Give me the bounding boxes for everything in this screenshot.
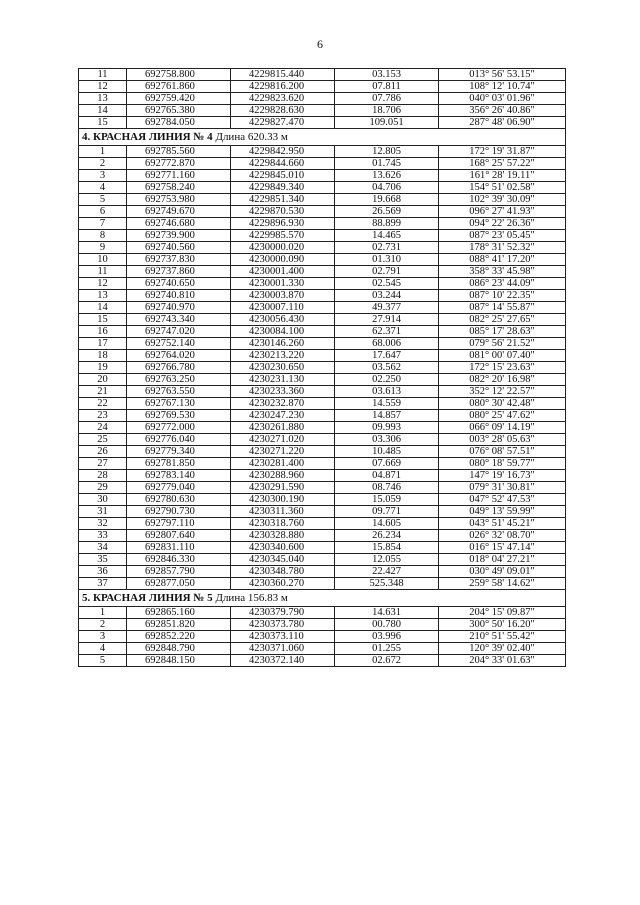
x-coordinate-cell: 692790.730: [127, 506, 231, 518]
table-row: [79, 494, 566, 506]
x-coordinate-cell: 692737.860: [127, 266, 231, 278]
y-coordinate-cell: 4230056.430: [231, 314, 335, 326]
y-coordinate-cell: 4230360.270: [231, 578, 335, 590]
section-header-cell: [79, 590, 566, 607]
point-number-cell: 11: [79, 266, 127, 278]
distance-cell: 49.377: [335, 302, 439, 314]
distance-cell: 01.255: [335, 643, 439, 655]
bearing-cell: 154° 51' 02.58": [439, 182, 566, 194]
x-coordinate-cell: 692785.560: [127, 146, 231, 158]
table-row: [79, 146, 566, 158]
point-number-cell: 30: [79, 494, 127, 506]
x-coordinate-cell: 692765.380: [127, 105, 231, 117]
bearing-cell: 259° 58' 14.62": [439, 578, 566, 590]
y-coordinate-cell: 4229844.660: [231, 158, 335, 170]
x-coordinate-cell: 692758.800: [127, 69, 231, 81]
y-coordinate-cell: 4230373.780: [231, 619, 335, 631]
point-number-cell: 11: [79, 69, 127, 81]
y-coordinate-cell: 4230213.220: [231, 350, 335, 362]
table-row: [79, 254, 566, 266]
point-number-cell: 13: [79, 93, 127, 105]
bearing-cell: 026° 32' 08.70": [439, 530, 566, 542]
bearing-cell: 300° 50' 16.20": [439, 619, 566, 631]
x-coordinate-cell: 692737.830: [127, 254, 231, 266]
point-number-cell: 14: [79, 105, 127, 117]
bearing-cell: 080° 30' 42.48": [439, 398, 566, 410]
distance-cell: 22.427: [335, 566, 439, 578]
bearing-cell: 172° 19' 31.87": [439, 146, 566, 158]
distance-cell: 18.706: [335, 105, 439, 117]
table-row: [79, 105, 566, 117]
table-row: [79, 386, 566, 398]
point-number-cell: 2: [79, 158, 127, 170]
distance-cell: 15.854: [335, 542, 439, 554]
distance-cell: 02.250: [335, 374, 439, 386]
distance-cell: 03.244: [335, 290, 439, 302]
y-coordinate-cell: 4229827.470: [231, 117, 335, 129]
x-coordinate-cell: 692848.790: [127, 643, 231, 655]
distance-cell: 27.914: [335, 314, 439, 326]
page-number: 6: [317, 37, 323, 51]
point-number-cell: 3: [79, 170, 127, 182]
table-row: [79, 242, 566, 254]
point-number-cell: 5: [79, 194, 127, 206]
x-coordinate-cell: 692848.150: [127, 655, 231, 667]
coordinates-table-body: [79, 69, 566, 667]
y-coordinate-cell: 4230231.130: [231, 374, 335, 386]
y-coordinate-cell: 4229815.440: [231, 69, 335, 81]
bearing-cell: 087° 23' 05.45": [439, 230, 566, 242]
y-coordinate-cell: 4230300.190: [231, 494, 335, 506]
y-coordinate-cell: 4229870.530: [231, 206, 335, 218]
distance-cell: 14.465: [335, 230, 439, 242]
table-row: [79, 206, 566, 218]
distance-cell: 10.485: [335, 446, 439, 458]
table-row: [79, 530, 566, 542]
point-number-cell: 18: [79, 350, 127, 362]
distance-cell: 07.669: [335, 458, 439, 470]
y-coordinate-cell: 4229823.620: [231, 93, 335, 105]
bearing-cell: 147° 19' 16.73": [439, 470, 566, 482]
point-number-cell: 1: [79, 146, 127, 158]
x-coordinate-cell: 692776.040: [127, 434, 231, 446]
bearing-cell: 356° 26' 40.86": [439, 105, 566, 117]
point-number-cell: 35: [79, 554, 127, 566]
distance-cell: 15.059: [335, 494, 439, 506]
point-number-cell: 12: [79, 278, 127, 290]
y-coordinate-cell: 4230232.870: [231, 398, 335, 410]
table-row: [79, 170, 566, 182]
bearing-cell: 079° 31' 30.81": [439, 482, 566, 494]
y-coordinate-cell: 4230281.400: [231, 458, 335, 470]
point-number-cell: 5: [79, 655, 127, 667]
bearing-cell: 080° 18' 59.77": [439, 458, 566, 470]
y-coordinate-cell: 4230345.040: [231, 554, 335, 566]
point-number-cell: 13: [79, 290, 127, 302]
table-row: [79, 81, 566, 93]
point-number-cell: 15: [79, 314, 127, 326]
section-title: 5. КРАСНАЯ ЛИНИЯ № 5: [82, 591, 213, 604]
y-coordinate-cell: 4229828.630: [231, 105, 335, 117]
y-coordinate-cell: 4230340.600: [231, 542, 335, 554]
x-coordinate-cell: 692766.780: [127, 362, 231, 374]
bearing-cell: 013° 56' 53.15": [439, 69, 566, 81]
y-coordinate-cell: 4230247.230: [231, 410, 335, 422]
x-coordinate-cell: 692740.650: [127, 278, 231, 290]
point-number-cell: 23: [79, 410, 127, 422]
bearing-cell: 102° 39' 30.09": [439, 194, 566, 206]
distance-cell: 03.306: [335, 434, 439, 446]
table-row: [79, 410, 566, 422]
table-row: [79, 314, 566, 326]
distance-cell: 09.993: [335, 422, 439, 434]
table-row: [79, 458, 566, 470]
section-length: Длина 156.83 м: [212, 591, 288, 604]
bearing-cell: 178° 31' 52.32": [439, 242, 566, 254]
distance-cell: 26.569: [335, 206, 439, 218]
distance-cell: 26.234: [335, 530, 439, 542]
point-number-cell: 27: [79, 458, 127, 470]
y-coordinate-cell: 4230311.360: [231, 506, 335, 518]
table-row: [79, 350, 566, 362]
point-number-cell: 14: [79, 302, 127, 314]
y-coordinate-cell: 4230271.220: [231, 446, 335, 458]
point-number-cell: 7: [79, 218, 127, 230]
bearing-cell: 120° 39' 02.40": [439, 643, 566, 655]
table-row: [79, 470, 566, 482]
point-number-cell: 24: [79, 422, 127, 434]
table-row: [79, 158, 566, 170]
distance-cell: 19.668: [335, 194, 439, 206]
x-coordinate-cell: 692779.040: [127, 482, 231, 494]
table-row: [79, 93, 566, 105]
table-row: [79, 362, 566, 374]
y-coordinate-cell: 4230328.880: [231, 530, 335, 542]
y-coordinate-cell: 4229849.340: [231, 182, 335, 194]
point-number-cell: 31: [79, 506, 127, 518]
bearing-cell: 088° 41' 17.20": [439, 254, 566, 266]
bearing-cell: 096° 27' 41.93": [439, 206, 566, 218]
distance-cell: 02.731: [335, 242, 439, 254]
bearing-cell: 204° 15' 09.87": [439, 607, 566, 619]
x-coordinate-cell: 692752.140: [127, 338, 231, 350]
y-coordinate-cell: 4230007.110: [231, 302, 335, 314]
y-coordinate-cell: 4230372.140: [231, 655, 335, 667]
x-coordinate-cell: 692865.160: [127, 607, 231, 619]
table-row: [79, 434, 566, 446]
table-row: [79, 631, 566, 643]
distance-cell: 03.996: [335, 631, 439, 643]
x-coordinate-cell: 692767.130: [127, 398, 231, 410]
x-coordinate-cell: 692807.640: [127, 530, 231, 542]
table-row: [79, 374, 566, 386]
distance-cell: 12.055: [335, 554, 439, 566]
point-number-cell: 15: [79, 117, 127, 129]
point-number-cell: 12: [79, 81, 127, 93]
bearing-cell: 080° 25' 47.62": [439, 410, 566, 422]
y-coordinate-cell: 4230271.020: [231, 434, 335, 446]
x-coordinate-cell: 692772.000: [127, 422, 231, 434]
table-row: [79, 182, 566, 194]
table-row: [79, 326, 566, 338]
section-title: 4. КРАСНАЯ ЛИНИЯ № 4: [82, 130, 213, 143]
point-number-cell: 10: [79, 254, 127, 266]
x-coordinate-cell: 692852.220: [127, 631, 231, 643]
point-number-cell: 36: [79, 566, 127, 578]
y-coordinate-cell: 4230000.020: [231, 242, 335, 254]
x-coordinate-cell: 692846.330: [127, 554, 231, 566]
distance-cell: 02.791: [335, 266, 439, 278]
point-number-cell: 29: [79, 482, 127, 494]
table-row: [79, 422, 566, 434]
distance-cell: 01.745: [335, 158, 439, 170]
bearing-cell: 358° 33' 45.98": [439, 266, 566, 278]
table-row: [79, 278, 566, 290]
bearing-cell: 043° 51' 45.21": [439, 518, 566, 530]
y-coordinate-cell: 4230003.870: [231, 290, 335, 302]
distance-cell: 04.871: [335, 470, 439, 482]
bearing-cell: 094° 22' 26.36": [439, 218, 566, 230]
y-coordinate-cell: 4230288.960: [231, 470, 335, 482]
distance-cell: 07.811: [335, 81, 439, 93]
y-coordinate-cell: 4230001.330: [231, 278, 335, 290]
point-number-cell: 33: [79, 530, 127, 542]
point-number-cell: 20: [79, 374, 127, 386]
table-row: [79, 542, 566, 554]
distance-cell: 09.771: [335, 506, 439, 518]
distance-cell: 88.899: [335, 218, 439, 230]
table-row: [79, 290, 566, 302]
table-row: [79, 446, 566, 458]
point-number-cell: 17: [79, 338, 127, 350]
x-coordinate-cell: 692753.980: [127, 194, 231, 206]
bearing-cell: 076° 08' 57.51": [439, 446, 566, 458]
bearing-cell: 049° 13' 59.99": [439, 506, 566, 518]
y-coordinate-cell: 4230318.760: [231, 518, 335, 530]
table-row: [79, 554, 566, 566]
point-number-cell: 21: [79, 386, 127, 398]
table-row: [79, 619, 566, 631]
y-coordinate-cell: 4229985.570: [231, 230, 335, 242]
y-coordinate-cell: 4230261.880: [231, 422, 335, 434]
x-coordinate-cell: 692784.050: [127, 117, 231, 129]
coordinates-table: [78, 68, 566, 667]
distance-cell: 14.605: [335, 518, 439, 530]
point-number-cell: 4: [79, 182, 127, 194]
x-coordinate-cell: 692797.110: [127, 518, 231, 530]
point-number-cell: 9: [79, 242, 127, 254]
y-coordinate-cell: 4230146.260: [231, 338, 335, 350]
y-coordinate-cell: 4229851.340: [231, 194, 335, 206]
point-number-cell: 37: [79, 578, 127, 590]
section-length: Длина 620.33 м: [212, 130, 288, 143]
bearing-cell: 085° 17' 28.63": [439, 326, 566, 338]
x-coordinate-cell: 692771.160: [127, 170, 231, 182]
section-header-cell: [79, 129, 566, 146]
table-row: [79, 607, 566, 619]
table-row: [79, 302, 566, 314]
distance-cell: 08.746: [335, 482, 439, 494]
bearing-cell: 168° 25' 57.22": [439, 158, 566, 170]
x-coordinate-cell: 692769.530: [127, 410, 231, 422]
bearing-cell: 087° 14' 55.87": [439, 302, 566, 314]
table-row: [79, 69, 566, 81]
y-coordinate-cell: 4230000.090: [231, 254, 335, 266]
x-coordinate-cell: 692783.140: [127, 470, 231, 482]
y-coordinate-cell: 4229816.200: [231, 81, 335, 93]
x-coordinate-cell: 692749.670: [127, 206, 231, 218]
y-coordinate-cell: 4229896.930: [231, 218, 335, 230]
x-coordinate-cell: 692740.560: [127, 242, 231, 254]
table-row: [79, 218, 566, 230]
point-number-cell: 4: [79, 643, 127, 655]
bearing-cell: 352° 12' 22.57": [439, 386, 566, 398]
section-header-row: [79, 129, 566, 146]
y-coordinate-cell: 4230371.060: [231, 643, 335, 655]
y-coordinate-cell: 4230291.590: [231, 482, 335, 494]
distance-cell: 14.857: [335, 410, 439, 422]
y-coordinate-cell: 4230001.400: [231, 266, 335, 278]
y-coordinate-cell: 4230233.360: [231, 386, 335, 398]
point-number-cell: 3: [79, 631, 127, 643]
bearing-cell: 066° 09' 14.19": [439, 422, 566, 434]
point-number-cell: 19: [79, 362, 127, 374]
y-coordinate-cell: 4229845.010: [231, 170, 335, 182]
x-coordinate-cell: 692780.630: [127, 494, 231, 506]
distance-cell: 12.805: [335, 146, 439, 158]
y-coordinate-cell: 4230230.650: [231, 362, 335, 374]
distance-cell: 00.780: [335, 619, 439, 631]
point-number-cell: 26: [79, 446, 127, 458]
bearing-cell: 079° 56' 21.52": [439, 338, 566, 350]
x-coordinate-cell: 692743.340: [127, 314, 231, 326]
table-row: [79, 482, 566, 494]
x-coordinate-cell: 692763.250: [127, 374, 231, 386]
point-number-cell: 28: [79, 470, 127, 482]
y-coordinate-cell: 4230348.780: [231, 566, 335, 578]
distance-cell: 13.626: [335, 170, 439, 182]
table-row: [79, 194, 566, 206]
y-coordinate-cell: 4230084.100: [231, 326, 335, 338]
x-coordinate-cell: 692747.020: [127, 326, 231, 338]
point-number-cell: 22: [79, 398, 127, 410]
distance-cell: 14.559: [335, 398, 439, 410]
y-coordinate-cell: 4230373.110: [231, 631, 335, 643]
distance-cell: 02.672: [335, 655, 439, 667]
table-row: [79, 398, 566, 410]
table-row: [79, 338, 566, 350]
bearing-cell: 172° 15' 23.63": [439, 362, 566, 374]
x-coordinate-cell: 692740.810: [127, 290, 231, 302]
bearing-cell: 081° 00' 07.40": [439, 350, 566, 362]
x-coordinate-cell: 692831.110: [127, 542, 231, 554]
x-coordinate-cell: 692851.820: [127, 619, 231, 631]
table-row: [79, 266, 566, 278]
distance-cell: 17.647: [335, 350, 439, 362]
point-number-cell: 34: [79, 542, 127, 554]
section-header-row: [79, 590, 566, 607]
x-coordinate-cell: 692857.790: [127, 566, 231, 578]
distance-cell: 109.051: [335, 117, 439, 129]
distance-cell: 68.006: [335, 338, 439, 350]
x-coordinate-cell: 692740.970: [127, 302, 231, 314]
point-number-cell: 16: [79, 326, 127, 338]
y-coordinate-cell: 4229842.950: [231, 146, 335, 158]
x-coordinate-cell: 692758.240: [127, 182, 231, 194]
distance-cell: 62.371: [335, 326, 439, 338]
distance-cell: 03.613: [335, 386, 439, 398]
bearing-cell: 161° 28' 19.11": [439, 170, 566, 182]
x-coordinate-cell: 692746.680: [127, 218, 231, 230]
x-coordinate-cell: 692779.340: [127, 446, 231, 458]
table-row: [79, 230, 566, 242]
bearing-cell: 210° 51' 55.42": [439, 631, 566, 643]
distance-cell: 525.348: [335, 578, 439, 590]
point-number-cell: 2: [79, 619, 127, 631]
table-row: [79, 506, 566, 518]
distance-cell: 07.786: [335, 93, 439, 105]
distance-cell: 01.310: [335, 254, 439, 266]
point-number-cell: 6: [79, 206, 127, 218]
point-number-cell: 8: [79, 230, 127, 242]
distance-cell: 04.706: [335, 182, 439, 194]
table-row: [79, 643, 566, 655]
bearing-cell: 108° 12' 10.74": [439, 81, 566, 93]
table-row: [79, 578, 566, 590]
x-coordinate-cell: 692772.870: [127, 158, 231, 170]
bearing-cell: 047° 52' 47.53": [439, 494, 566, 506]
point-number-cell: 32: [79, 518, 127, 530]
bearing-cell: 040° 03' 01.96": [439, 93, 566, 105]
point-number-cell: 25: [79, 434, 127, 446]
x-coordinate-cell: 692761.860: [127, 81, 231, 93]
distance-cell: 14.631: [335, 607, 439, 619]
x-coordinate-cell: 692763.550: [127, 386, 231, 398]
bearing-cell: 018° 04' 27.21": [439, 554, 566, 566]
distance-cell: 03.562: [335, 362, 439, 374]
x-coordinate-cell: 692759.420: [127, 93, 231, 105]
bearing-cell: 204° 33' 01.63": [439, 655, 566, 667]
bearing-cell: 082° 20' 16.98": [439, 374, 566, 386]
table-row: [79, 566, 566, 578]
table-row: [79, 655, 566, 667]
bearing-cell: 086° 23' 44.09": [439, 278, 566, 290]
bearing-cell: 003° 28' 05.63": [439, 434, 566, 446]
x-coordinate-cell: 692739.900: [127, 230, 231, 242]
distance-cell: 03.153: [335, 69, 439, 81]
bearing-cell: 030° 49' 09.01": [439, 566, 566, 578]
point-number-cell: 1: [79, 607, 127, 619]
table-row: [79, 518, 566, 530]
y-coordinate-cell: 4230379.790: [231, 607, 335, 619]
bearing-cell: 287° 48' 06.90": [439, 117, 566, 129]
table-row: [79, 117, 566, 129]
bearing-cell: 087° 10' 22.35": [439, 290, 566, 302]
bearing-cell: 082° 25' 27.65": [439, 314, 566, 326]
x-coordinate-cell: 692764.020: [127, 350, 231, 362]
x-coordinate-cell: 692781.850: [127, 458, 231, 470]
x-coordinate-cell: 692877.050: [127, 578, 231, 590]
bearing-cell: 016° 15' 47.14": [439, 542, 566, 554]
distance-cell: 02.545: [335, 278, 439, 290]
